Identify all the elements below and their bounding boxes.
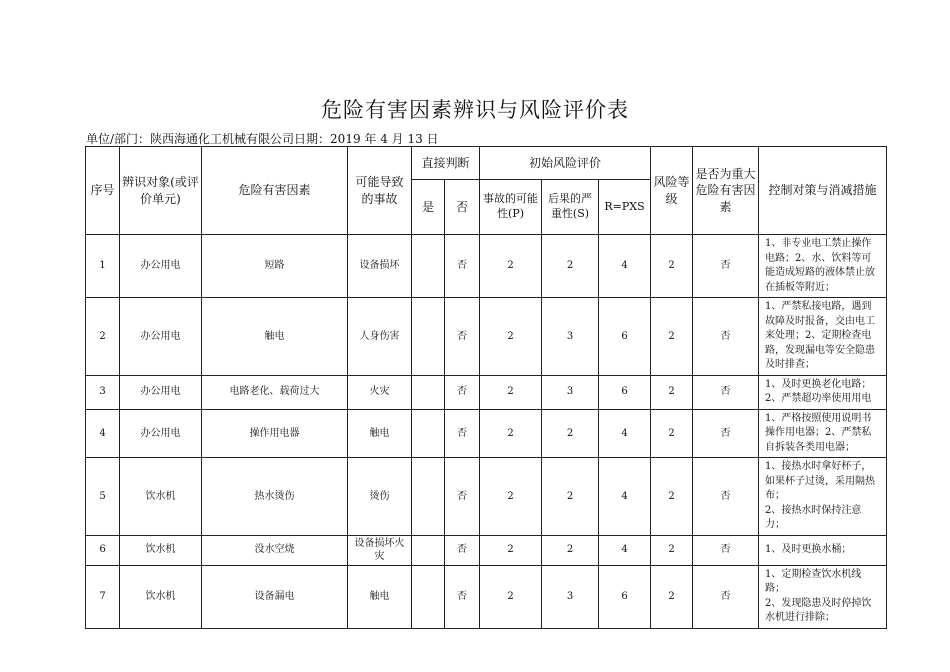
header-initial-risk: 初始风险评价	[480, 147, 651, 180]
row-risk-level: 2	[651, 458, 693, 536]
row-probability: 2	[480, 235, 542, 298]
row-risk-value: 4	[599, 235, 651, 298]
row-risk-value: 6	[599, 375, 651, 409]
table-row	[86, 235, 887, 298]
row-hazard: 电路老化、载荷过大	[202, 375, 348, 409]
header-object: 辨识对象(或评价单元)	[120, 147, 202, 235]
measure-line: 1、非专业电工禁止操作电路；2、水、饮料等可能造成短路的液体禁止放在插板等附近；	[765, 238, 875, 293]
measure-line: 1、定期检查饮水机线路；	[765, 568, 862, 594]
measure-line: 1、接热水时拿好杯子，如果杯子过烫，采用隔热布；	[765, 461, 875, 501]
table-row	[86, 409, 887, 458]
header-accident: 可能导致的事故	[348, 147, 412, 235]
row-severity: 3	[542, 565, 599, 628]
row-accident: 人身伤害	[348, 298, 412, 376]
row-hazard: 操作用电器	[202, 409, 348, 458]
row-risk-value: 6	[599, 565, 651, 628]
unit-date-line: 单位/部门：陕西海通化工机械有限公司日期：2019 年 4 月 13 日	[86, 132, 439, 146]
row-yes	[412, 535, 445, 565]
measure-line: 1、严格按照使用说明书操作用电器；2、严禁私自拆装各类用电器；	[765, 412, 872, 453]
row-risk-value: 6	[599, 298, 651, 376]
row-major-hazard: 否	[693, 458, 759, 536]
header-risk-value: R=PXS	[599, 180, 651, 235]
row-risk-value: 4	[599, 535, 651, 565]
row-seq: 4	[86, 409, 120, 458]
row-object: 办公用电	[120, 409, 202, 458]
row-accident: 设备损坏	[348, 235, 412, 298]
row-object: 办公用电	[120, 298, 202, 376]
row-risk-level: 2	[651, 375, 693, 409]
row-seq: 3	[86, 375, 120, 409]
row-risk-level: 2	[651, 409, 693, 458]
row-seq: 5	[86, 458, 120, 536]
row-measures	[759, 409, 887, 458]
row-major-hazard: 否	[693, 375, 759, 409]
row-measures	[759, 458, 887, 536]
header-probability: 事故的可能性(P)	[480, 180, 542, 235]
row-measures	[759, 535, 887, 565]
row-major-hazard: 否	[693, 298, 759, 376]
measure-line: 1、及时更换老化电路；	[765, 378, 872, 390]
row-measures	[759, 565, 887, 628]
row-risk-level: 2	[651, 298, 693, 376]
row-severity: 2	[542, 235, 599, 298]
header-no: 否	[445, 180, 480, 235]
row-accident: 烫伤	[348, 458, 412, 536]
row-no: 否	[445, 458, 480, 536]
row-yes	[412, 565, 445, 628]
row-measures	[759, 235, 887, 298]
row-measures	[759, 298, 887, 376]
row-no: 否	[445, 375, 480, 409]
row-severity: 2	[542, 458, 599, 536]
page-title: 危险有害因素辨识与风险评价表	[321, 98, 629, 122]
row-risk-value: 4	[599, 458, 651, 536]
row-risk-value: 4	[599, 409, 651, 458]
row-yes	[412, 235, 445, 298]
table-row	[86, 375, 887, 409]
table-row	[86, 458, 887, 536]
row-severity: 2	[542, 535, 599, 565]
row-probability: 2	[480, 565, 542, 628]
row-hazard: 没水空烧	[202, 535, 348, 565]
row-risk-level: 2	[651, 565, 693, 628]
row-major-hazard: 否	[693, 535, 759, 565]
row-accident: 触电	[348, 565, 412, 628]
row-severity: 2	[542, 409, 599, 458]
header-direct-judgment: 直接判断	[412, 147, 480, 180]
row-object: 办公用电	[120, 235, 202, 298]
measure-line: 2、严禁超功率使用用电	[765, 393, 872, 404]
row-hazard: 短路	[202, 235, 348, 298]
measure-line: 1、严禁私接电路，遇到故障及时报备，交由电工来处理；2、定期检查电路，发现漏电等安全隐患及时排查；	[765, 301, 875, 370]
row-no: 否	[445, 298, 480, 376]
row-severity: 3	[542, 298, 599, 376]
table-row	[86, 565, 887, 628]
row-no: 否	[445, 535, 480, 565]
row-seq: 1	[86, 235, 120, 298]
header-seq: 序号	[86, 147, 120, 235]
row-hazard: 设备漏电	[202, 565, 348, 628]
row-accident: 触电	[348, 409, 412, 458]
measure-line: 2、接热水时保持注意力；	[765, 504, 862, 530]
row-major-hazard: 否	[693, 565, 759, 628]
row-yes	[412, 298, 445, 376]
row-accident: 设备损坏火灾	[348, 535, 412, 565]
header-major-hazard: 是否为重大危险有害因素	[693, 147, 759, 235]
measure-line: 1、及时更换水桶；	[765, 543, 852, 555]
row-measures	[759, 375, 887, 409]
row-no: 否	[445, 409, 480, 458]
row-probability: 2	[480, 535, 542, 565]
row-seq: 6	[86, 535, 120, 565]
row-object: 办公用电	[120, 375, 202, 409]
row-probability: 2	[480, 458, 542, 536]
row-yes	[412, 409, 445, 458]
row-object: 饮水机	[120, 458, 202, 536]
row-major-hazard: 否	[693, 409, 759, 458]
row-yes	[412, 458, 445, 536]
header-measures: 控制对策与消减措施	[759, 147, 887, 235]
row-risk-level: 2	[651, 535, 693, 565]
header-yes: 是	[412, 180, 445, 235]
row-severity: 3	[542, 375, 599, 409]
row-major-hazard: 否	[693, 235, 759, 298]
row-accident: 火灾	[348, 375, 412, 409]
row-object: 饮水机	[120, 565, 202, 628]
row-yes	[412, 375, 445, 409]
row-no: 否	[445, 565, 480, 628]
measure-line: 2、发现隐患及时停掉饮水机进行排除；	[765, 597, 872, 623]
row-probability: 2	[480, 375, 542, 409]
row-seq: 7	[86, 565, 120, 628]
table-row	[86, 298, 887, 376]
risk-assessment-table	[85, 146, 887, 629]
row-probability: 2	[480, 298, 542, 376]
row-hazard: 触电	[202, 298, 348, 376]
header-risk-level: 风险等级	[651, 147, 693, 235]
row-probability: 2	[480, 409, 542, 458]
row-seq: 2	[86, 298, 120, 376]
row-risk-level: 2	[651, 235, 693, 298]
row-object: 饮水机	[120, 535, 202, 565]
table-row	[86, 535, 887, 565]
row-hazard: 热水烫伤	[202, 458, 348, 536]
header-severity: 后果的严重性(S)	[542, 180, 599, 235]
header-hazard: 危险有害因素	[202, 147, 348, 235]
row-no: 否	[445, 235, 480, 298]
